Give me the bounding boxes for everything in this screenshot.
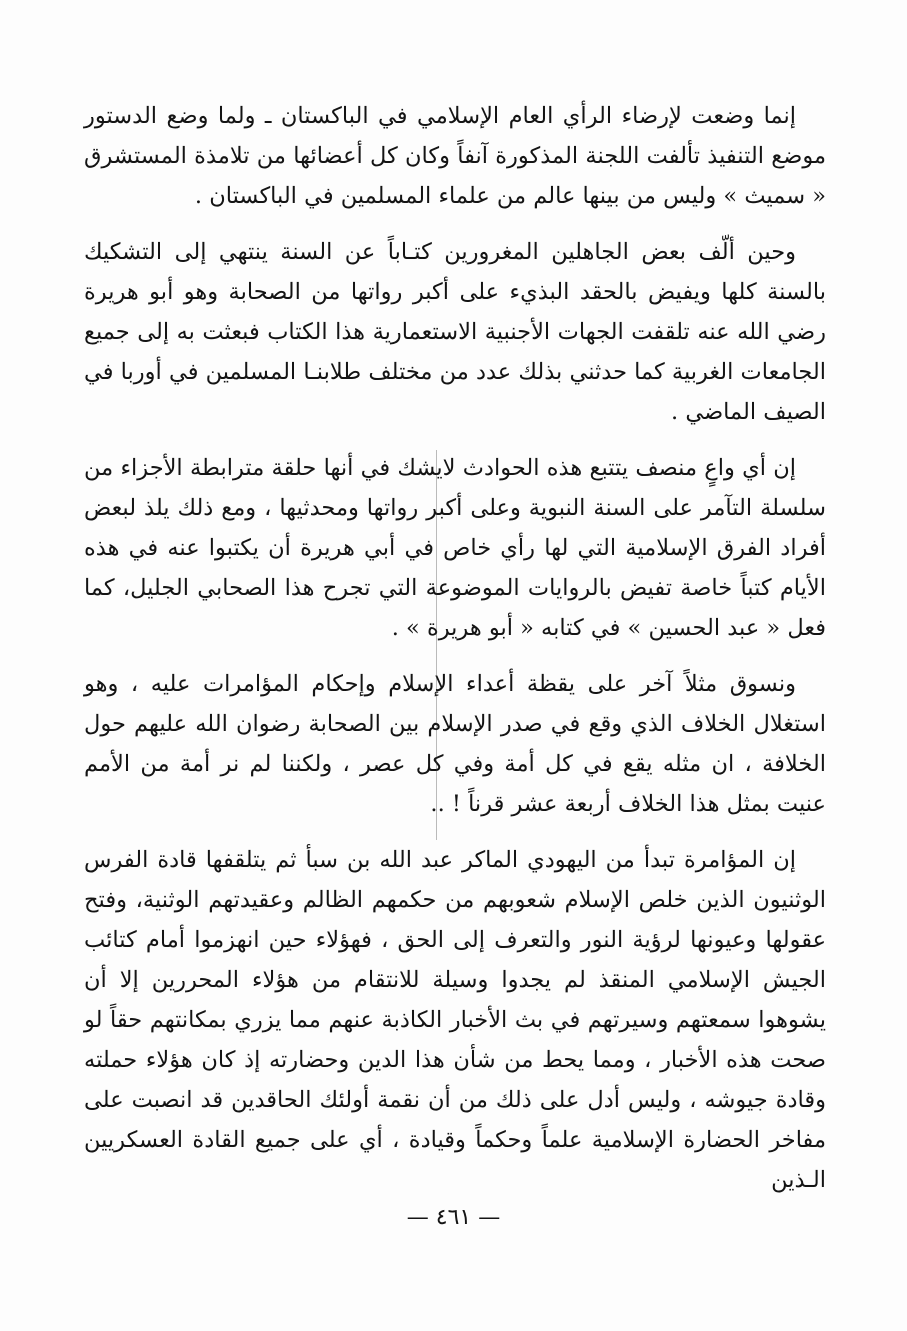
body-text — [84, 96, 826, 1200]
scan-crease-line — [436, 450, 437, 840]
paragraph-1: إنما وضعت لإرضاء الرأي العام الإسلامي في الباكستان ـ ولما وضع الدستور موضع التنفيذ تألفت اللجنة المذكورة آنفاً وكان كل أعضائها من تلامذة المستشرق « سميث » وليس من بينها عالم من علماء المسلمين في الباكستان . — [84, 103, 826, 209]
paragraph-3: إن أي واعٍ منصف يتتبع هذه الحوادث لايشك في أنها حلقة مترابطة الأجزاء من سلسلة التآمر على السنة النبوية وعلى أكبر رواتها ومحدثيها ، ومع ذلك يلذ لبعض أفراد الفرق الإسلامية التي لها رأي خاص في أبي هريرة أن يكتبوا عنه في هذه الأيام كتباً خاصة تفيض بالروايات الموضوعة التي تجرح هذا الصحابي الجليل، كما فعل « عبد الحسين » في كتابه « أبو هريرة » . — [84, 455, 826, 641]
page-number: — ٤٦١ — — [406, 1205, 501, 1230]
paragraph-2: وحين ألّف بعض الجاهلين المغرورين كتـاباً عن السنة ينتهي إلى التشكيك بالسنة كلها ويفيض بالحقد البذيء على أكبر رواتها من الصحابة وهو أبو هريرة رضي الله عنه تلقفت الجهات الأجنبية الاستعمارية هذا الكتاب فبعثت به إلى جميع الجامعات الغربية كما حدثني بذلك عدد من مختلف طلابنـا المسلمين في أوربا في الصيف الماضي . — [84, 239, 826, 425]
paragraph-5: إن المؤامرة تبدأ من اليهودي الماكر عبد الله بن سبأ ثم يتلقفها قادة الفرس الوثنيون الذين خلص الإسلام شعوبهم من حكمهم الظالم وعقيدتهم الوثنية، وفتح عقولها وعيونها لرؤية النور والتعرف إلى الحق ، فهؤلاء حين انهزموا أمام كتائب الجيش الإسلامي المنقذ لم يجدوا وسيلة للانتقام من هؤلاء المحررين إلا أن يشوهوا سمعتهم وسيرتهم في بث الأخبار الكاذبة عنهم مما يزري بمكانتهم حقاً لو صحت هذه الأخبار ، ومما يحط من شأن هذا الدين وحضارته إذ كان هؤلاء حملته وقادة جيوشه ، وليس أدل على ذلك من أن نقمة أولئك الحاقدين قد انصبت على مفاخر الحضارة الإسلامية علماً وحكماً وقيادة ، أي على جميع القادة العسكريين الـذين — [84, 847, 826, 1193]
paragraph-4: ونسوق مثلاً آخر على يقظة أعداء الإسلام وإحكام المؤامرات عليه ، وهو استغلال الخلاف الذي وقع في صدر الإسلام بين الصحابة رضوان الله عليهم حول الخلافة ، ان مثله يقع في كل أمة وفي كل عصر ، ولكننا لم نر أمة من الأمم عنيت بمثل هذا الخلاف أربعة عشر قرناً ! .. — [84, 671, 826, 817]
